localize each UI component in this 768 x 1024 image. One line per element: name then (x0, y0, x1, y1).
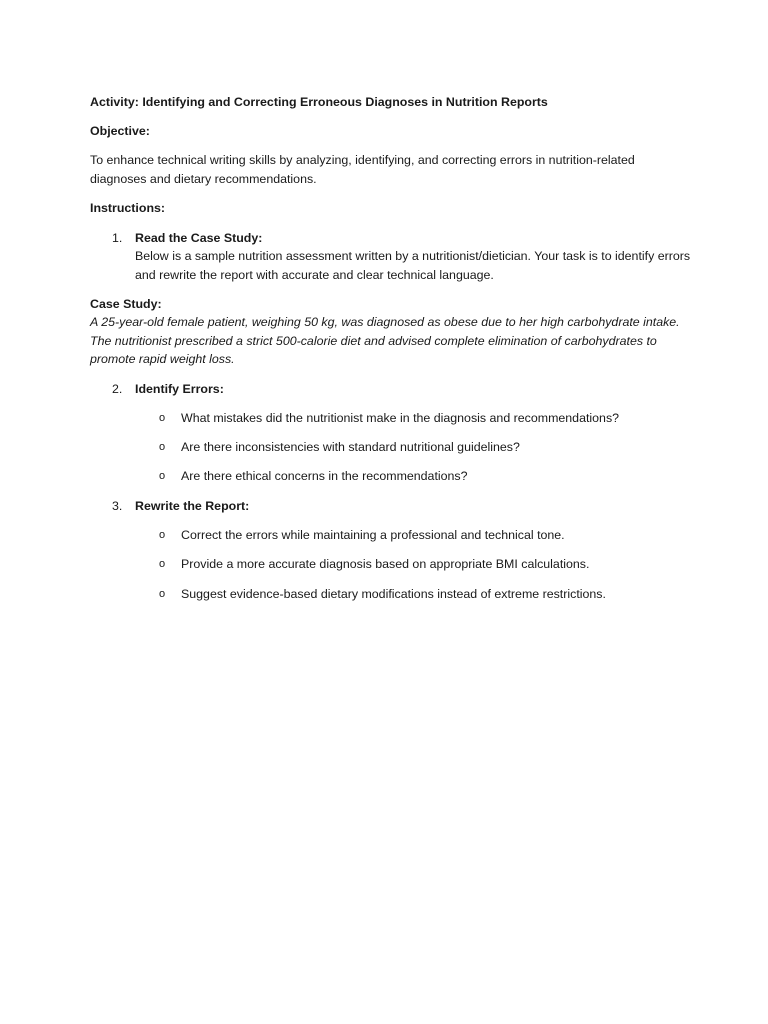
bullet-marker: o (159, 470, 166, 482)
bullet-marker: o (159, 588, 166, 600)
bullet-marker: o (159, 558, 166, 570)
list-item: Are there inconsistencies with standard nutritional guidelines? (181, 440, 520, 454)
step-1-title: Read the Case Study: (135, 231, 263, 245)
step-3-number: 3. (112, 499, 123, 513)
bullet-marker: o (159, 412, 166, 424)
bullet-marker: o (159, 529, 166, 541)
objective-text: To enhance technical writing skills by analyzing, identifying, and correcting errors in nutrition-related diagnoses and dietary recommendations. (90, 153, 635, 186)
step-1-body: Below is a sample nutrition assessment written by a nutritionist/dietician. Your task is to identify errors and rewrite the report with accurate and clear technical language. (135, 249, 691, 282)
step-1-number: 1. (112, 231, 123, 245)
step-2-number: 2. (112, 382, 123, 396)
step-2-title: Identify Errors: (135, 382, 224, 396)
list-item: What mistakes did the nutritionist make in the diagnosis and recommendations? (181, 411, 620, 425)
bullet-marker: o (159, 441, 166, 453)
case-study-text: A 25-year-old female patient, weighing 50 kg, was diagnosed as obese due to her high carbohydrate intake. The nutritionist prescribed a strict 500-calorie diet and advised complete elimination of carbohydrates to promote rapid weight loss. (90, 315, 680, 366)
list-item: Suggest evidence-based dietary modifications instead of extreme restrictions. (181, 587, 606, 601)
document-title: Activity: Identifying and Correcting Erroneous Diagnoses in Nutrition Reports (90, 95, 548, 109)
list-item: Are there ethical concerns in the recommendations? (181, 469, 468, 483)
instructions-heading: Instructions: (90, 201, 166, 215)
step-3-title: Rewrite the Report: (135, 499, 250, 513)
list-item: Correct the errors while maintaining a professional and technical tone. (181, 528, 565, 542)
objective-heading: Objective: (90, 124, 150, 138)
list-item: Provide a more accurate diagnosis based on appropriate BMI calculations. (181, 557, 590, 571)
case-study-heading: Case Study: (90, 297, 162, 311)
